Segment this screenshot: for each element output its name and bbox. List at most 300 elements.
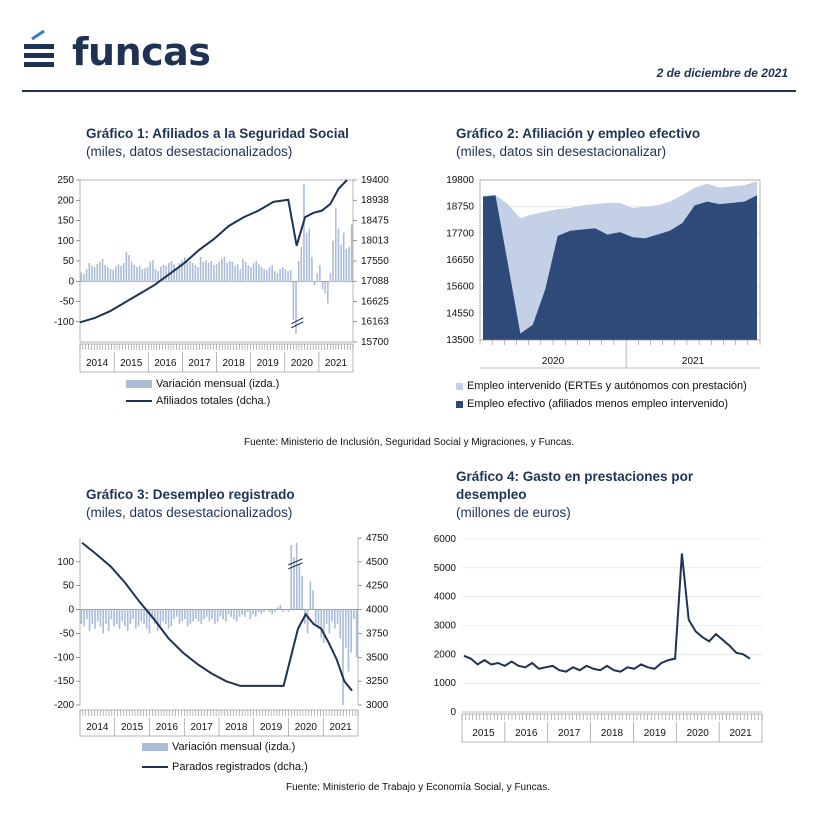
chart1-bar — [248, 265, 250, 281]
chart1-bar — [184, 257, 186, 281]
chart3-bar — [331, 610, 333, 622]
chart3-bar — [230, 610, 232, 617]
chart1-bar — [234, 266, 236, 281]
chart3-bar — [345, 610, 347, 648]
chart1-bar — [351, 225, 353, 282]
chart1-bar — [279, 269, 281, 281]
chart1-bar — [110, 269, 112, 281]
chart3-bar — [288, 610, 290, 612]
chart1-year-label: 2019 — [256, 358, 279, 369]
chart1-bar — [112, 270, 114, 281]
chart3-bar — [312, 590, 314, 609]
chart3-bar — [247, 610, 249, 612]
chart4-year-label: 2015 — [472, 728, 495, 739]
chart4-title-line2: desempleo — [456, 487, 527, 502]
chart1-plot — [40, 170, 389, 380]
chart1-left-tick-label: 200 — [57, 195, 74, 207]
chart1-bar — [348, 247, 350, 281]
chart1-bar — [128, 255, 130, 281]
chart2-tick-label: 19800 — [446, 175, 474, 186]
chart3-bar — [127, 610, 129, 631]
chart2-title: Gráfico 2: Afiliación y empleo efectivo — [456, 126, 701, 141]
chart1-bar — [200, 257, 202, 281]
chart2-tick-label: 14550 — [446, 308, 474, 320]
chart1-left-tick-label: 0 — [68, 276, 74, 288]
chart3-bar — [269, 610, 271, 612]
chart1-bar — [327, 281, 329, 303]
chart2-tick-label: 15600 — [446, 281, 474, 293]
chart4-tick-label: 2000 — [433, 649, 456, 661]
chart4-subtitle: (millones de euros) — [456, 505, 571, 520]
legend-swatch — [456, 401, 463, 408]
chart1-right-tick-label: 16625 — [361, 296, 389, 308]
chart1-bar — [157, 271, 159, 281]
chart3-bar — [170, 610, 172, 627]
chart4-year-label: 2021 — [729, 728, 752, 739]
chart3-bar — [271, 610, 273, 615]
chart4-tick-label: 5000 — [433, 562, 456, 574]
chart3-bar — [100, 610, 102, 627]
header-divider — [22, 90, 796, 92]
chart3-bar — [102, 610, 104, 634]
chart3-bar — [252, 610, 254, 615]
chart3-year-label: 2016 — [155, 722, 178, 733]
chart1-subtitle: (miles, datos desestacionalizados) — [86, 144, 293, 159]
chart1-left-tick-label: -50 — [59, 296, 74, 308]
chart1-bar — [255, 261, 257, 281]
chart3-bar — [329, 610, 331, 634]
chart3-bar — [138, 610, 140, 627]
chart1-legend-bar — [126, 378, 279, 390]
chart4-year-label: 2018 — [600, 728, 624, 739]
chart1-left-tick-label: -100 — [53, 316, 74, 328]
chart4-title-line1: Gráfico 4: Gasto en prestaciones por — [456, 469, 694, 484]
chart1-bar — [311, 257, 313, 281]
chart3-bar — [274, 610, 276, 612]
chart1-bar — [271, 265, 273, 281]
chart1-bar — [189, 261, 191, 281]
chart4-tick-label: 4000 — [433, 591, 456, 603]
chart1-bar — [152, 260, 154, 281]
chart1-right-tick-label: 17088 — [361, 276, 389, 288]
chart3-bar — [350, 610, 352, 653]
chart1-bar — [258, 264, 260, 281]
chart2-tick-label: 18750 — [446, 201, 474, 213]
chart3-bar — [307, 610, 309, 634]
chart3-bar — [179, 610, 181, 624]
chart3-bar — [255, 610, 257, 617]
chart1-bar — [173, 264, 175, 281]
chart1-bar — [131, 262, 133, 281]
chart1-bar — [96, 264, 98, 281]
chart1-bar — [216, 264, 218, 281]
chart1-bar — [232, 262, 234, 281]
chart3-bar — [116, 610, 118, 624]
legend-swatch — [142, 766, 168, 768]
chart2-legend-dark-label: Empleo efectivo (afiliados menos empleo intervenido) — [467, 398, 729, 410]
report-date: 2 de diciembre de 2021 — [656, 66, 788, 80]
chart2-legend-light — [456, 380, 747, 392]
chart1-bar — [237, 264, 239, 281]
chart4-plot — [420, 530, 775, 745]
chart3-bar — [244, 610, 246, 617]
chart1-bar — [115, 267, 117, 282]
chart1-bar — [250, 267, 252, 281]
chart1-bar — [314, 281, 316, 285]
chart3-bar — [162, 610, 164, 622]
chart3-bar — [130, 610, 132, 624]
chart3-bar — [141, 610, 143, 622]
chart2-legend-dark — [456, 398, 728, 410]
chart3-bar — [337, 610, 339, 624]
chart3-bar — [83, 610, 85, 627]
chart3-left-tick-label: -100 — [53, 652, 74, 664]
chart1-bar — [253, 263, 255, 281]
chart4-tick-label: 6000 — [433, 534, 456, 545]
chart3-bar — [301, 576, 303, 609]
chart3-bar — [241, 610, 243, 615]
chart3-right-tick-label: 3500 — [366, 652, 389, 664]
chart3-bar — [280, 605, 282, 610]
chart1-bar — [340, 245, 342, 281]
chart1-right-tick-label: 19400 — [361, 175, 389, 186]
chart1-bar — [202, 262, 204, 281]
chart1-bar — [335, 208, 337, 281]
chart3-bar — [339, 610, 341, 639]
chart3-bar — [160, 610, 162, 627]
chart1-year-label: 2016 — [154, 358, 177, 369]
chart1-bar — [229, 261, 231, 281]
chart4-tick-label: 3000 — [433, 620, 456, 632]
chart3-bar — [157, 610, 159, 631]
chart1-bar — [91, 266, 93, 281]
chart3-bar — [348, 610, 350, 672]
chart3-bar — [165, 610, 167, 624]
chart3-bar — [108, 610, 110, 631]
chart1-year-label: 2017 — [188, 358, 211, 369]
chart1-bar — [205, 260, 207, 281]
chart1-bar — [126, 252, 128, 281]
chart3-bar — [81, 610, 83, 624]
chart3-bar — [293, 557, 295, 609]
chart1-left-tick-label: 150 — [57, 215, 74, 227]
chart1-legend-bar-label: Variación mensual (izda.) — [156, 378, 280, 390]
chart2-year-label: 2020 — [541, 356, 565, 367]
chart1-bar — [208, 263, 210, 281]
chart1-bar — [293, 281, 295, 319]
chart4-year-label: 2020 — [686, 728, 709, 739]
chart3-bar — [105, 610, 107, 624]
chart3-left-tick-label: 0 — [68, 604, 74, 616]
chart3-plot — [40, 530, 389, 742]
chart1-bar — [155, 269, 157, 281]
chart1-bar — [139, 266, 141, 281]
chart3-legend-line-label: Parados registrados (dcha.) — [172, 761, 308, 773]
chart1-bar — [343, 233, 345, 282]
chart2-tick-label: 13500 — [446, 335, 474, 346]
chart3-bar — [187, 610, 189, 627]
chart3-year-label: 2019 — [260, 722, 283, 733]
chart1-bar — [330, 273, 332, 281]
chart3-legend-bar-label: Variación mensual (izda.) — [172, 741, 296, 753]
chart3-bar — [132, 610, 134, 620]
chart3-bar — [124, 610, 126, 627]
chart1-bar — [322, 281, 324, 289]
chart1-bar — [197, 267, 199, 281]
chart3-bar — [176, 610, 178, 617]
chart3-bar — [217, 610, 219, 622]
chart3-bar — [233, 610, 235, 620]
chart1-bar — [346, 249, 348, 281]
chart1-bar — [176, 269, 178, 281]
chart1-bar — [277, 273, 279, 281]
legend-swatch — [456, 383, 463, 390]
chart3-right-tick-label: 3250 — [366, 676, 389, 688]
chart3-bar — [342, 610, 344, 705]
chart3-bar — [113, 610, 115, 627]
chart1-bar — [104, 265, 106, 281]
chart3-title: Gráfico 3: Desempleo registrado — [86, 487, 295, 502]
chart1-bar — [88, 263, 90, 281]
chart3-bar — [236, 610, 238, 622]
chart1-bar — [316, 273, 318, 281]
chart2-year-label: 2021 — [681, 356, 705, 367]
chart3-bar — [282, 610, 284, 612]
chart3-legend-bar — [142, 741, 295, 753]
chart1-bar — [107, 267, 109, 281]
chart1-bar — [285, 269, 287, 281]
chart3-right-tick-label: 4250 — [366, 580, 389, 592]
chart1-bar — [245, 262, 247, 281]
chart3-year-label: 2020 — [294, 722, 317, 733]
chart1-bar — [282, 267, 284, 281]
chart3-bar — [290, 545, 292, 609]
chart4-year-label: 2017 — [558, 728, 581, 739]
chart3-bar — [184, 610, 186, 620]
chart3-left-tick-label: -150 — [53, 676, 74, 688]
chart1-year-label: 2020 — [290, 358, 313, 369]
chart2-tick-label: 17700 — [446, 228, 474, 240]
source-bottom: Fuente: Ministerio de Trabajo y Economía Social, y Funcas. — [286, 782, 551, 793]
chart1-bar — [266, 270, 268, 281]
chart3-right-tick-label: 3750 — [366, 628, 389, 640]
chart3-left-tick-label: 50 — [62, 580, 74, 592]
chart1-bar — [226, 263, 228, 281]
chart1-bar — [81, 272, 83, 281]
chart3-bar — [225, 610, 227, 622]
chart3-bar — [277, 607, 279, 609]
chart4-year-label: 2019 — [643, 728, 666, 739]
chart1-bar — [287, 271, 289, 281]
chart1-left-tick-label: 250 — [57, 175, 74, 186]
chart1-bar — [120, 266, 122, 281]
chart3-right-tick-label: 4750 — [366, 533, 389, 544]
chart1-bar — [83, 274, 85, 281]
legend-swatch — [142, 743, 168, 751]
chart3-bar — [206, 610, 208, 617]
chart3-bar — [119, 610, 121, 629]
chart1-bar — [319, 265, 321, 281]
chart3-bar — [181, 610, 183, 622]
chart4-tick-label: 1000 — [433, 678, 456, 690]
chart1-right-tick-label: 17550 — [361, 256, 389, 267]
chart3-left-tick-label: -50 — [59, 628, 74, 640]
chart3-bar — [222, 610, 224, 620]
chart1-bar — [306, 233, 308, 282]
chart4-line-series — [464, 553, 750, 671]
chart3-bar — [195, 610, 197, 620]
chart1-bar — [301, 247, 303, 281]
chart3-bar — [315, 610, 317, 624]
chart3-bar — [111, 610, 113, 620]
logo-text: funcas — [72, 30, 211, 74]
chart3-legend-line — [142, 761, 308, 773]
chart1-bar — [303, 184, 305, 281]
chart3-bar — [263, 610, 265, 612]
chart1-bar — [213, 265, 215, 281]
chart3-year-label: 2021 — [329, 722, 352, 733]
chart1-bar — [269, 267, 271, 281]
chart1-bar — [224, 257, 226, 281]
chart1-bar — [218, 262, 220, 281]
chart3-bar — [323, 610, 325, 643]
chart3-bar — [135, 610, 137, 629]
chart1-bar — [147, 267, 149, 281]
chart1-year-label: 2014 — [85, 358, 109, 369]
chart3-bar — [173, 610, 175, 620]
chart3-left-tick-label: -200 — [53, 700, 74, 711]
chart3-bar — [220, 610, 222, 617]
chart3-right-tick-label: 4000 — [366, 604, 389, 616]
chart1-bar — [141, 269, 143, 281]
chart1-year-label: 2018 — [222, 358, 245, 369]
funcas-logo-icon — [22, 30, 66, 74]
chart1-legend-line — [126, 395, 270, 407]
chart3-bar — [334, 610, 336, 629]
chart1-bar — [290, 270, 292, 281]
legend-swatch — [126, 380, 152, 388]
chart4-year-label: 2016 — [515, 728, 538, 739]
chart3-bar — [250, 610, 252, 620]
chart1-bar — [94, 267, 96, 281]
chart3-bar — [121, 610, 123, 622]
chart1-bar — [332, 241, 334, 282]
chart3-bar — [86, 610, 88, 620]
chart1-bar — [187, 262, 189, 281]
chart1-bar — [102, 259, 104, 281]
chart1-bar — [136, 267, 138, 281]
chart1-bar — [210, 261, 212, 281]
chart3-bar — [97, 610, 99, 622]
chart1-right-tick-label: 16163 — [361, 316, 389, 328]
chart1-bar — [118, 264, 120, 281]
legend-swatch — [126, 400, 152, 402]
chart3-bar — [94, 610, 96, 629]
chart3-bar — [260, 610, 262, 615]
chart3-bar — [203, 610, 205, 620]
chart2-tick-label: 16650 — [446, 255, 474, 266]
chart3-year-label: 2014 — [86, 722, 109, 733]
chart3-bar — [190, 610, 192, 624]
chart1-year-label: 2021 — [324, 358, 348, 369]
chart3-subtitle: (miles, datos desestacionalizados) — [86, 505, 293, 520]
chart1-bar — [240, 269, 242, 281]
chart1-bar — [308, 229, 310, 282]
chart3-bar — [143, 610, 145, 624]
chart3-bar — [353, 610, 355, 620]
chart3-bar — [214, 610, 216, 624]
chart1-bar — [263, 269, 265, 281]
chart2-legend-light-label: Empleo intervenido (ERTEs y autónomos con prestación) — [467, 380, 747, 392]
chart1-bar — [86, 269, 88, 281]
chart1-year-label: 2015 — [120, 358, 143, 369]
chart1-bar — [261, 267, 263, 281]
chart3-bar — [211, 610, 213, 620]
chart3-bar — [299, 564, 301, 609]
chart3-left-tick-label: 100 — [57, 556, 74, 568]
chart1-bar — [221, 259, 223, 281]
chart1-bar — [144, 268, 146, 281]
chart3-bar — [320, 610, 322, 639]
chart3-bar — [198, 610, 200, 622]
chart1-bar — [192, 263, 194, 281]
chart1-left-tick-label: 50 — [62, 256, 74, 267]
chart3-bar — [296, 543, 298, 610]
chart1-bar — [274, 271, 276, 281]
chart3-bar — [258, 610, 260, 612]
chart2-subtitle: (miles, datos sin desestacionalizar) — [456, 144, 667, 159]
chart3-year-label: 2018 — [225, 722, 248, 733]
chart1-bar — [324, 281, 326, 293]
chart3-bar — [209, 610, 211, 622]
chart1-bar — [168, 263, 170, 281]
chart3-year-label: 2015 — [121, 722, 144, 733]
chart3-bar — [239, 610, 241, 617]
chart1-bar — [134, 265, 136, 281]
chart1-bar — [242, 259, 244, 281]
chart1-left-tick-label: 100 — [57, 235, 74, 247]
chart1-bar — [149, 262, 151, 281]
chart3-bar — [168, 610, 170, 629]
chart3-right-tick-label: 4500 — [366, 556, 389, 568]
chart1-right-tick-label: 18938 — [361, 195, 389, 207]
chart3-bar — [356, 610, 358, 658]
chart2-plot — [425, 170, 775, 380]
chart3-bar — [326, 610, 328, 624]
chart3-bar — [228, 610, 230, 615]
chart1-legend-line-label: Afiliados totales (dcha.) — [156, 395, 271, 407]
chart1-bar — [298, 261, 300, 281]
chart1-right-tick-label: 18475 — [361, 215, 389, 227]
chart3-right-tick-label: 3000 — [366, 700, 389, 711]
chart3-bar — [91, 610, 93, 624]
chart1-right-tick-label: 18013 — [361, 235, 389, 247]
chart1-title: Gráfico 1: Afiliados a la Seguridad Social — [86, 126, 349, 141]
chart1-bar — [165, 266, 167, 281]
chart3-year-label: 2017 — [190, 722, 213, 733]
chart4-tick-label: 0 — [450, 707, 456, 718]
chart1-bar — [123, 263, 125, 281]
source-top: Fuente: Ministerio de Inclusión, Seguridad Social y Migraciones, y Funcas. — [244, 437, 575, 448]
chart1-bar — [99, 262, 101, 281]
chart1-bar — [195, 265, 197, 281]
chart1-right-tick-label: 15700 — [361, 337, 389, 348]
chart1-bar — [338, 229, 340, 282]
chart3-bar — [309, 581, 311, 610]
chart3-bar — [89, 610, 91, 631]
chart3-bar — [192, 610, 194, 622]
chart3-bar — [200, 610, 202, 624]
